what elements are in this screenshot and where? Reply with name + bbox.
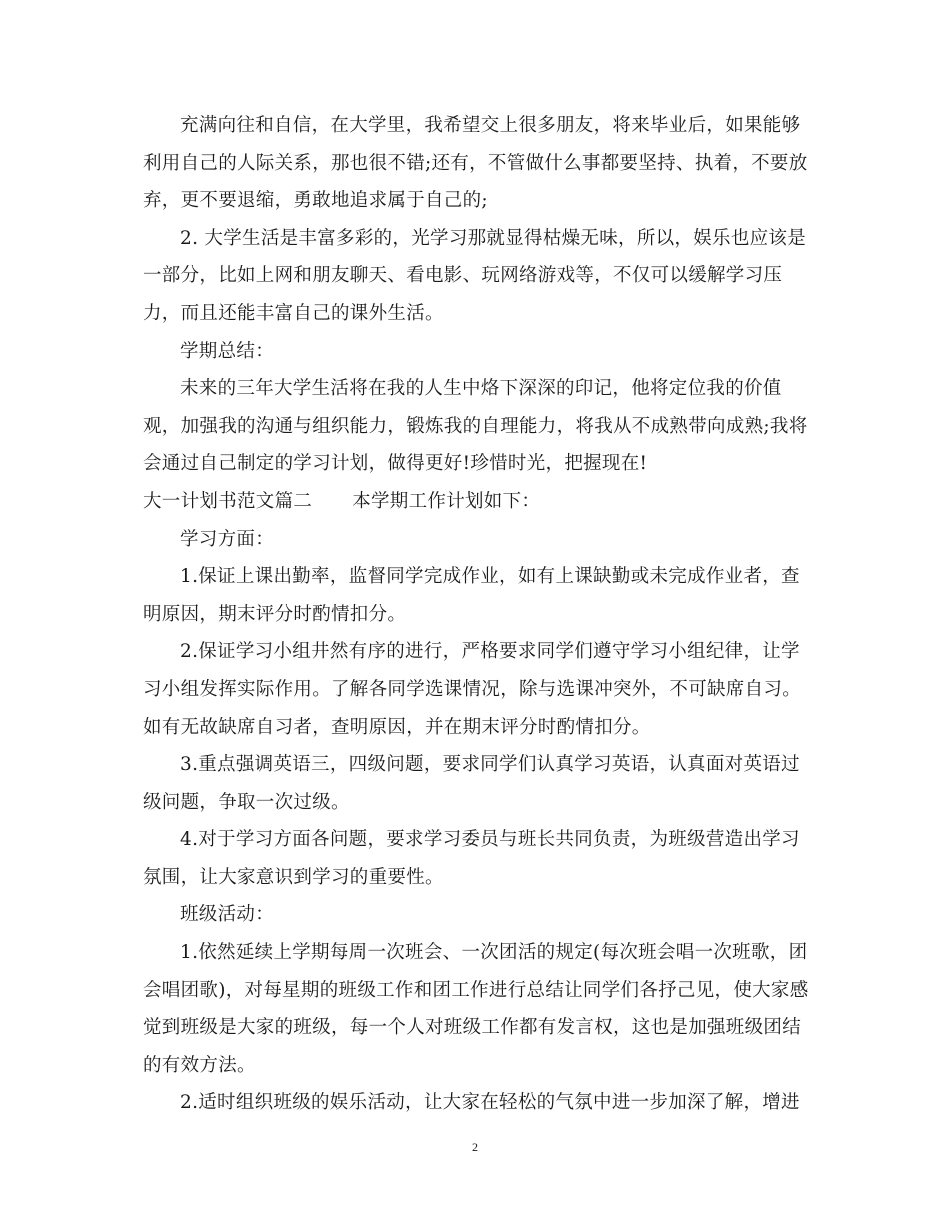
text-line: 利用自己的人际关系，那也很不错;还有，不管做什么事都要坚持、执着，不要放 <box>143 152 808 174</box>
text-line: 学习方面： <box>180 528 275 550</box>
text-line: 4.对于学习方面各问题，要求学习委员与班长共同负责，为班级营造出学习 <box>180 829 800 851</box>
text-line: 2. 大学生活是丰富多彩的，光学习那就显得枯燥无味，所以，娱乐也应该是 <box>180 227 807 249</box>
text-line: 1.保证上课出勤率，监督同学完成作业，如有上课缺勤或未完成作业者，查 <box>180 566 800 588</box>
text-line: 2.适时组织班级的娱乐活动，让大家在轻松的气氛中进一步加深了解，增进 <box>180 1092 800 1114</box>
text-line: 观，加强我的沟通与组织能力，锻炼我的自理能力，将我从不成熟带向成熟;我将 <box>143 415 808 437</box>
text-line: 一部分，比如上网和朋友聊天、看电影、玩网络游戏等，不仅可以缓解学习压 <box>143 265 783 287</box>
section-heading <box>143 491 815 513</box>
document-body <box>143 115 815 1130</box>
text-line: 学期总结： <box>180 340 275 362</box>
text-line: 氛围，让大家意识到学习的重要性。 <box>143 866 444 888</box>
text-line: 如有无故缺席自习者，查明原因，并在期末评分时酌情扣分。 <box>143 716 651 738</box>
text-line: 会唱团歌)，对每星期的班级工作和团工作进行总结让同学们各抒己见，使大家感 <box>143 979 809 1001</box>
text-line: 未来的三年大学生活将在我的人生中烙下深深的印记，他将定位我的价值 <box>180 378 782 400</box>
text-line: 班级活动： <box>180 904 275 926</box>
text-line: 弃，更不要退缩，勇敢地追求属于自己的; <box>143 190 488 212</box>
text-line: 力，而且还能丰富自己的课外生活。 <box>143 302 444 324</box>
paragraph-block-2 <box>143 529 815 1115</box>
text-line: 1.依然延续上学期每周一次班会、一次团活的规定(每次班会唱一次班歌，团 <box>180 942 808 964</box>
text-line: 的有效方法。 <box>143 1054 256 1076</box>
text-line: 觉到班级是大家的班级，每一个人对班级工作都有发言权，这也是加强班级团结 <box>143 1017 802 1039</box>
text-line: 级问题，争取一次过级。 <box>143 791 350 813</box>
text-line: 会通过自己制定的学习计划，做得更好!珍惜时光，把握现在! <box>143 453 648 475</box>
text-line: 2.保证学习小组井然有序的进行，严格要求同学们遵守学习小组纪律，让学 <box>180 641 800 663</box>
text-line: 3.重点强调英语三，四级问题，要求同学们认真学习英语，认真面对英语过 <box>180 754 800 776</box>
text-line: 明原因，期末评分时酌情扣分。 <box>143 603 407 625</box>
section-heading-title: 大一计划书范文篇二 <box>143 490 313 512</box>
text-line: 充满向往和自信，在大学里，我希望交上很多朋友，将来毕业后，如果能够 <box>180 115 801 136</box>
paragraph-block-1 <box>143 115 815 475</box>
page-number: 2 <box>472 1140 478 1154</box>
text-line: 习小组发挥实际作用。了解各同学选课情况，除与选课冲突外，不可缺席自习。 <box>143 678 802 700</box>
section-heading-subtitle: 本学期工作计划如下： <box>352 490 541 512</box>
